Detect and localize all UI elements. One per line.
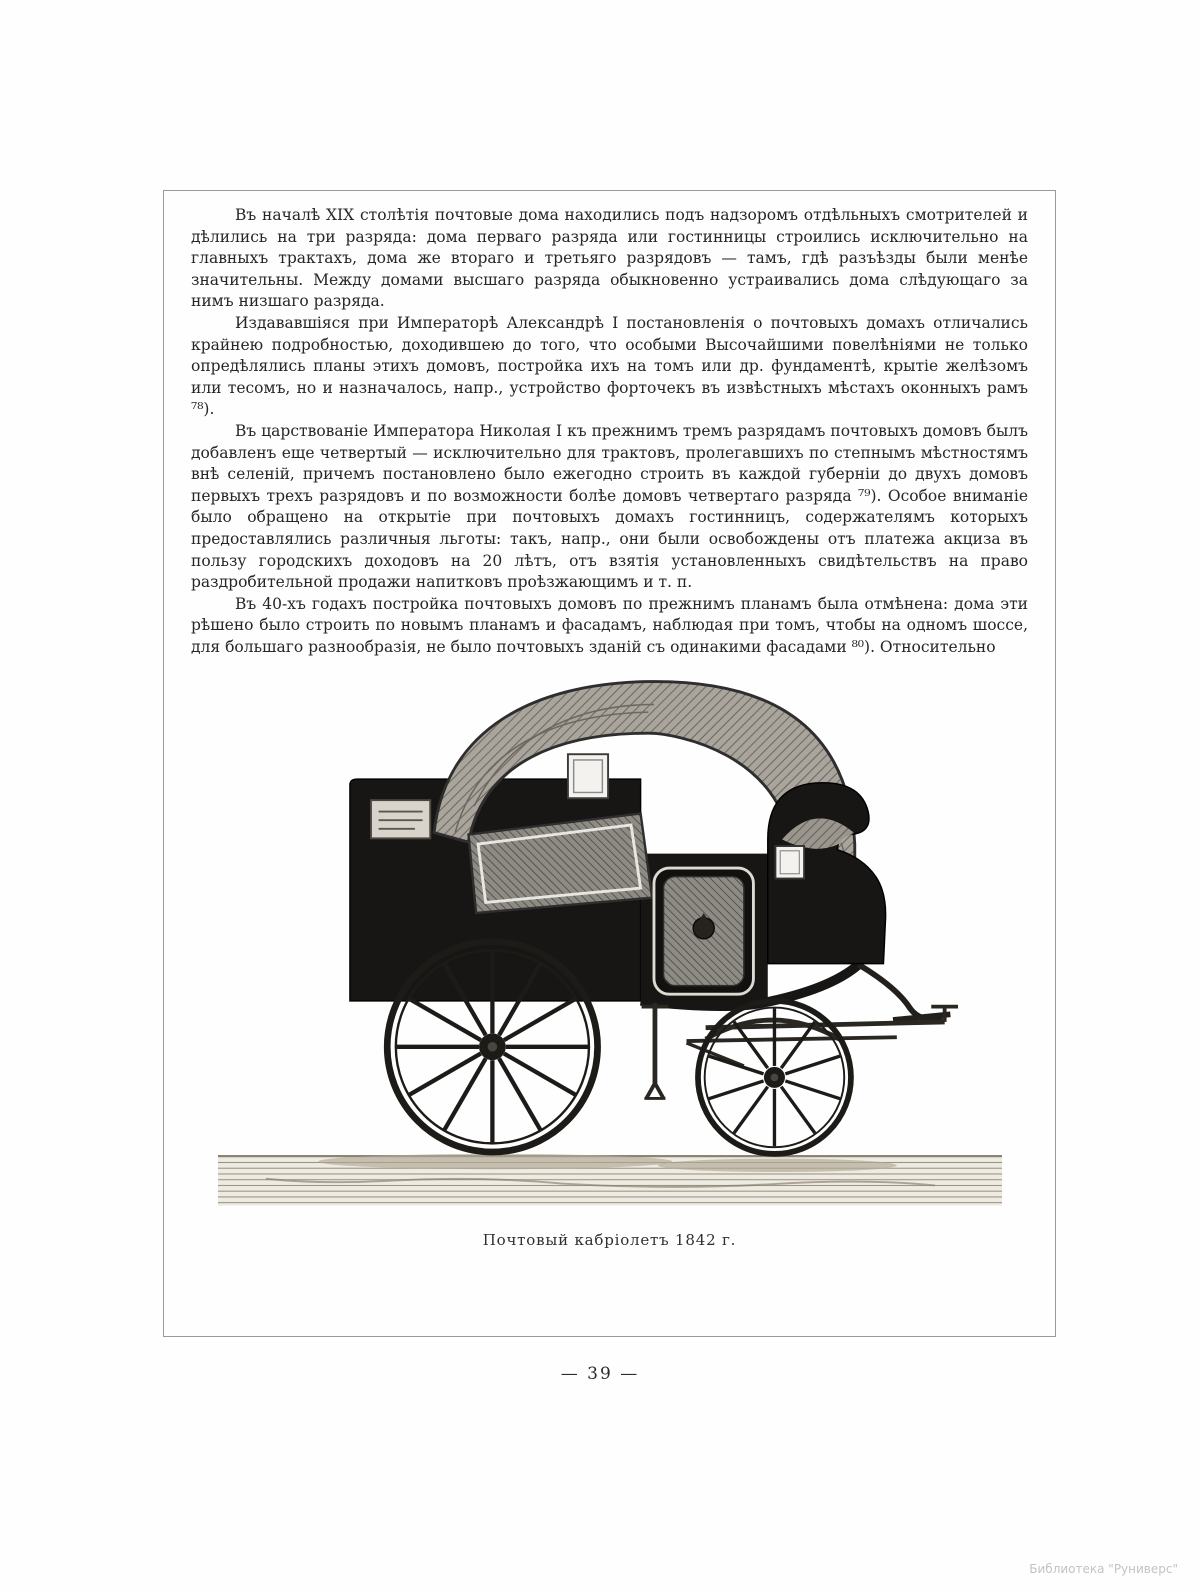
paragraph: Въ царствованіе Императора Николая I къ прежнимъ тремъ разрядамъ почтовыхъ домовъ былъ добавленъ еще четвертый — исключительно для трактовъ, пролегавшихъ по степнымъ мѣстностямъ внѣ селеній, причемъ постановлено было ежегодно строить въ каждой губерніи до двухъ домовъ первыхъ трехъ разрядовъ и по возможности болѣе домовъ четвертаго разряда ⁷⁹). Особое вниманіе было обращено на открытіе при почтовыхъ домахъ гостинницъ, содержателямъ которыхъ предоставлялись различныя льготы: такъ, напр., они были освобождены отъ платежа акциза въ пользу городскихъ доходовъ на 20 лѣтъ, отъ взятія установленныхъ свидѣтельствъ на право раздробительной продажи напитковъ проѣзжающимъ и т. п.	[191, 421, 1028, 592]
paragraph: Въ началѣ XIX столѣтія почтовые дома находились подъ надзоромъ отдѣльныхъ смотрителей и дѣлились на три разряда: дома перваго разряда или гостинницы строились исключительно на главныхъ трактахъ, дома же втораго и третьяго разрядовъ — тамъ, гдѣ разъѣзды были менѣе значительны. Между домами высшаго разряда обыкновенно устраивались дома слѣдующаго за нимъ низшаго разряда.	[191, 206, 1028, 311]
driver-seat	[767, 783, 885, 964]
door	[653, 868, 752, 994]
rear-wheel	[387, 942, 597, 1152]
paragraph: Въ 40-хъ годахъ постройка почтовыхъ домовъ по прежнимъ планамъ была отмѣнена: дома эти рѣшено было строить по новымъ планамъ и фасадамъ, наблюдая при томъ, чтобы на одномъ шоссе, для большаго разнообразія, не было почтовыхъ зданій съ одинакими фасадами ⁸⁰). Относительно	[191, 594, 1028, 656]
carriage-illustration	[215, 672, 1005, 1217]
library-watermark: Библиотека "Руниверс"	[1029, 1562, 1178, 1576]
page-border-frame	[163, 190, 1056, 1337]
ground	[217, 1154, 1001, 1206]
page-number: — 39 —	[560, 1364, 640, 1384]
figure-caption: Почтовый кабріолетъ 1842 г.	[482, 1231, 737, 1250]
paragraph: Издававшіяся при Императорѣ Александрѣ I постановленія о почтовыхъ домахъ отличались крайнею подробностью, доходившею до того, что особыми Высочайшими повелѣніями не только опредѣлялись планы этихъ домовъ, постройка ихъ на томъ или др. фундаментѣ, крытіе желѣзомъ или тесомъ, но и назначалось, напр., устройство форточекъ въ извѣстныхъ мѣстахъ оконныхъ рамъ ⁷⁸).	[191, 313, 1028, 419]
figure-postal-cabriolet	[191, 672, 1028, 1249]
front-wheel	[697, 1001, 850, 1154]
label-plaque	[370, 801, 429, 839]
